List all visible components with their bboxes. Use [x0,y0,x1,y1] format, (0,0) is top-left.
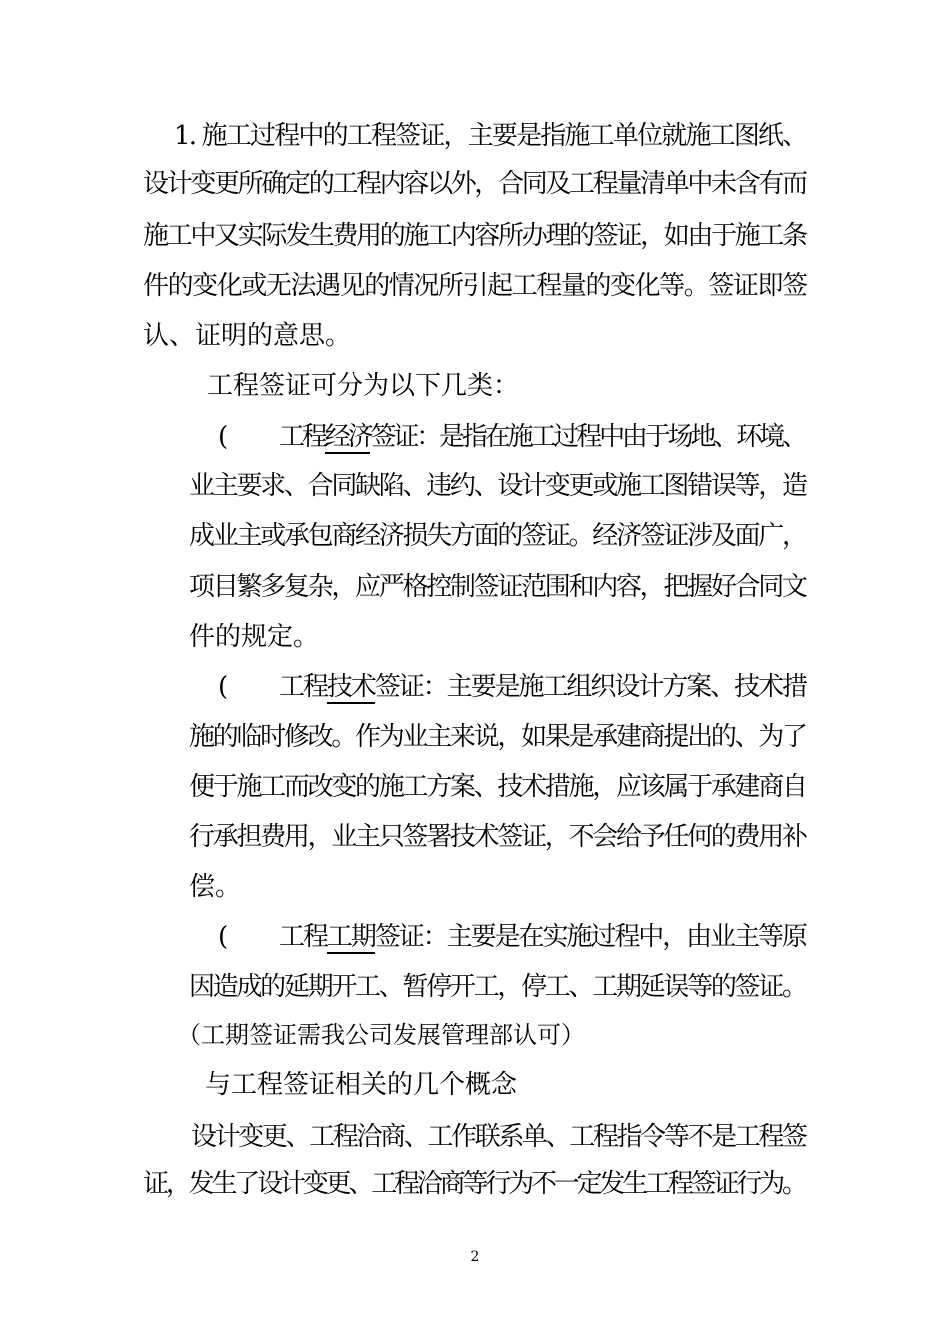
p4-prefix: 工程 [279,672,327,702]
p4-line-1 [279,670,806,704]
page-number: 2 [470,1249,480,1265]
p7-line-2: 证，发生了设计变更、工程洽商等行为不一定发生工程签证行为。 [143,1169,805,1199]
p3-line-1 [279,420,805,454]
p5-line-1 [279,920,806,954]
p5-underlined-term: 工期 [326,922,375,952]
p7-line-1: 设计变更、工程洽商、工作联系单、工程指令等不是工程签 [191,1122,806,1152]
p6-line-1: 与工程签证相关的几个概念 [205,1070,518,1100]
p3-bracket: ( [218,422,229,452]
p3-line-3: 成业主或承包商经济损失方面的签证。经济签证涉及面广， [189,521,806,551]
p4-line-3: 便于施工而改变的施工方案、技术措施，应该属于承建商自 [189,772,806,802]
p4-rest: 签证：主要是施工组织设计方案、技术措 [374,672,806,702]
p1-line-2: 设计变更所确定的工程内容以外，合同及工程量清单中未含有而 [143,169,806,199]
p4-line-2: 施的临时修改。作为业主来说，如果是承建商提出的、为了 [189,722,806,752]
p1-line-3: 施工中又实际发生费用的施工内容所办理的签证，如由于施工条 [143,221,806,251]
p5-line-2: 因造成的延期开工、暂停开工，停工、工期延误等的签证。 [189,972,806,1002]
p4-underlined-term: 技术 [326,672,375,702]
p5-rest: 签证：主要是在实施过程中，由业主等原 [374,922,806,952]
p3-rest: 签证：是指在施工过程中由于场地、环境、 [370,422,805,452]
p3-line-5: 件的规定。 [189,622,320,652]
p3-line-2: 业主要求、合同缺陷、违约、设计变更或施工图错误等，造 [189,471,806,501]
p2-line-1: 工程签证可分为以下几类： [207,371,520,401]
p1-line-5: 认、证明的意思。 [143,321,352,351]
p3-prefix: 工程 [279,422,325,452]
p5-line-3: （工期签证需我公司发展管理部认可） [177,1021,585,1049]
p3-line-4: 项目繁多复杂，应严格控制签证范围和内容，把握好合同文 [189,572,806,602]
p5-bracket: ( [218,922,229,952]
p1-line-1: 1. 施工过程中的工程签证，主要是指施工单位就施工图纸、 [174,121,807,151]
p4-line-5: 偿。 [189,872,242,902]
p4-line-4: 行承担费用，业主只签署技术签证，不会给予任何的费用补 [189,822,806,852]
p5-prefix: 工程 [279,922,327,952]
p1-line-4: 件的变化或无法遇见的情况所引起工程量的变化等。签证即签 [143,271,807,301]
p4-bracket: ( [218,672,229,702]
p3-underlined-term: 经济 [324,422,371,452]
